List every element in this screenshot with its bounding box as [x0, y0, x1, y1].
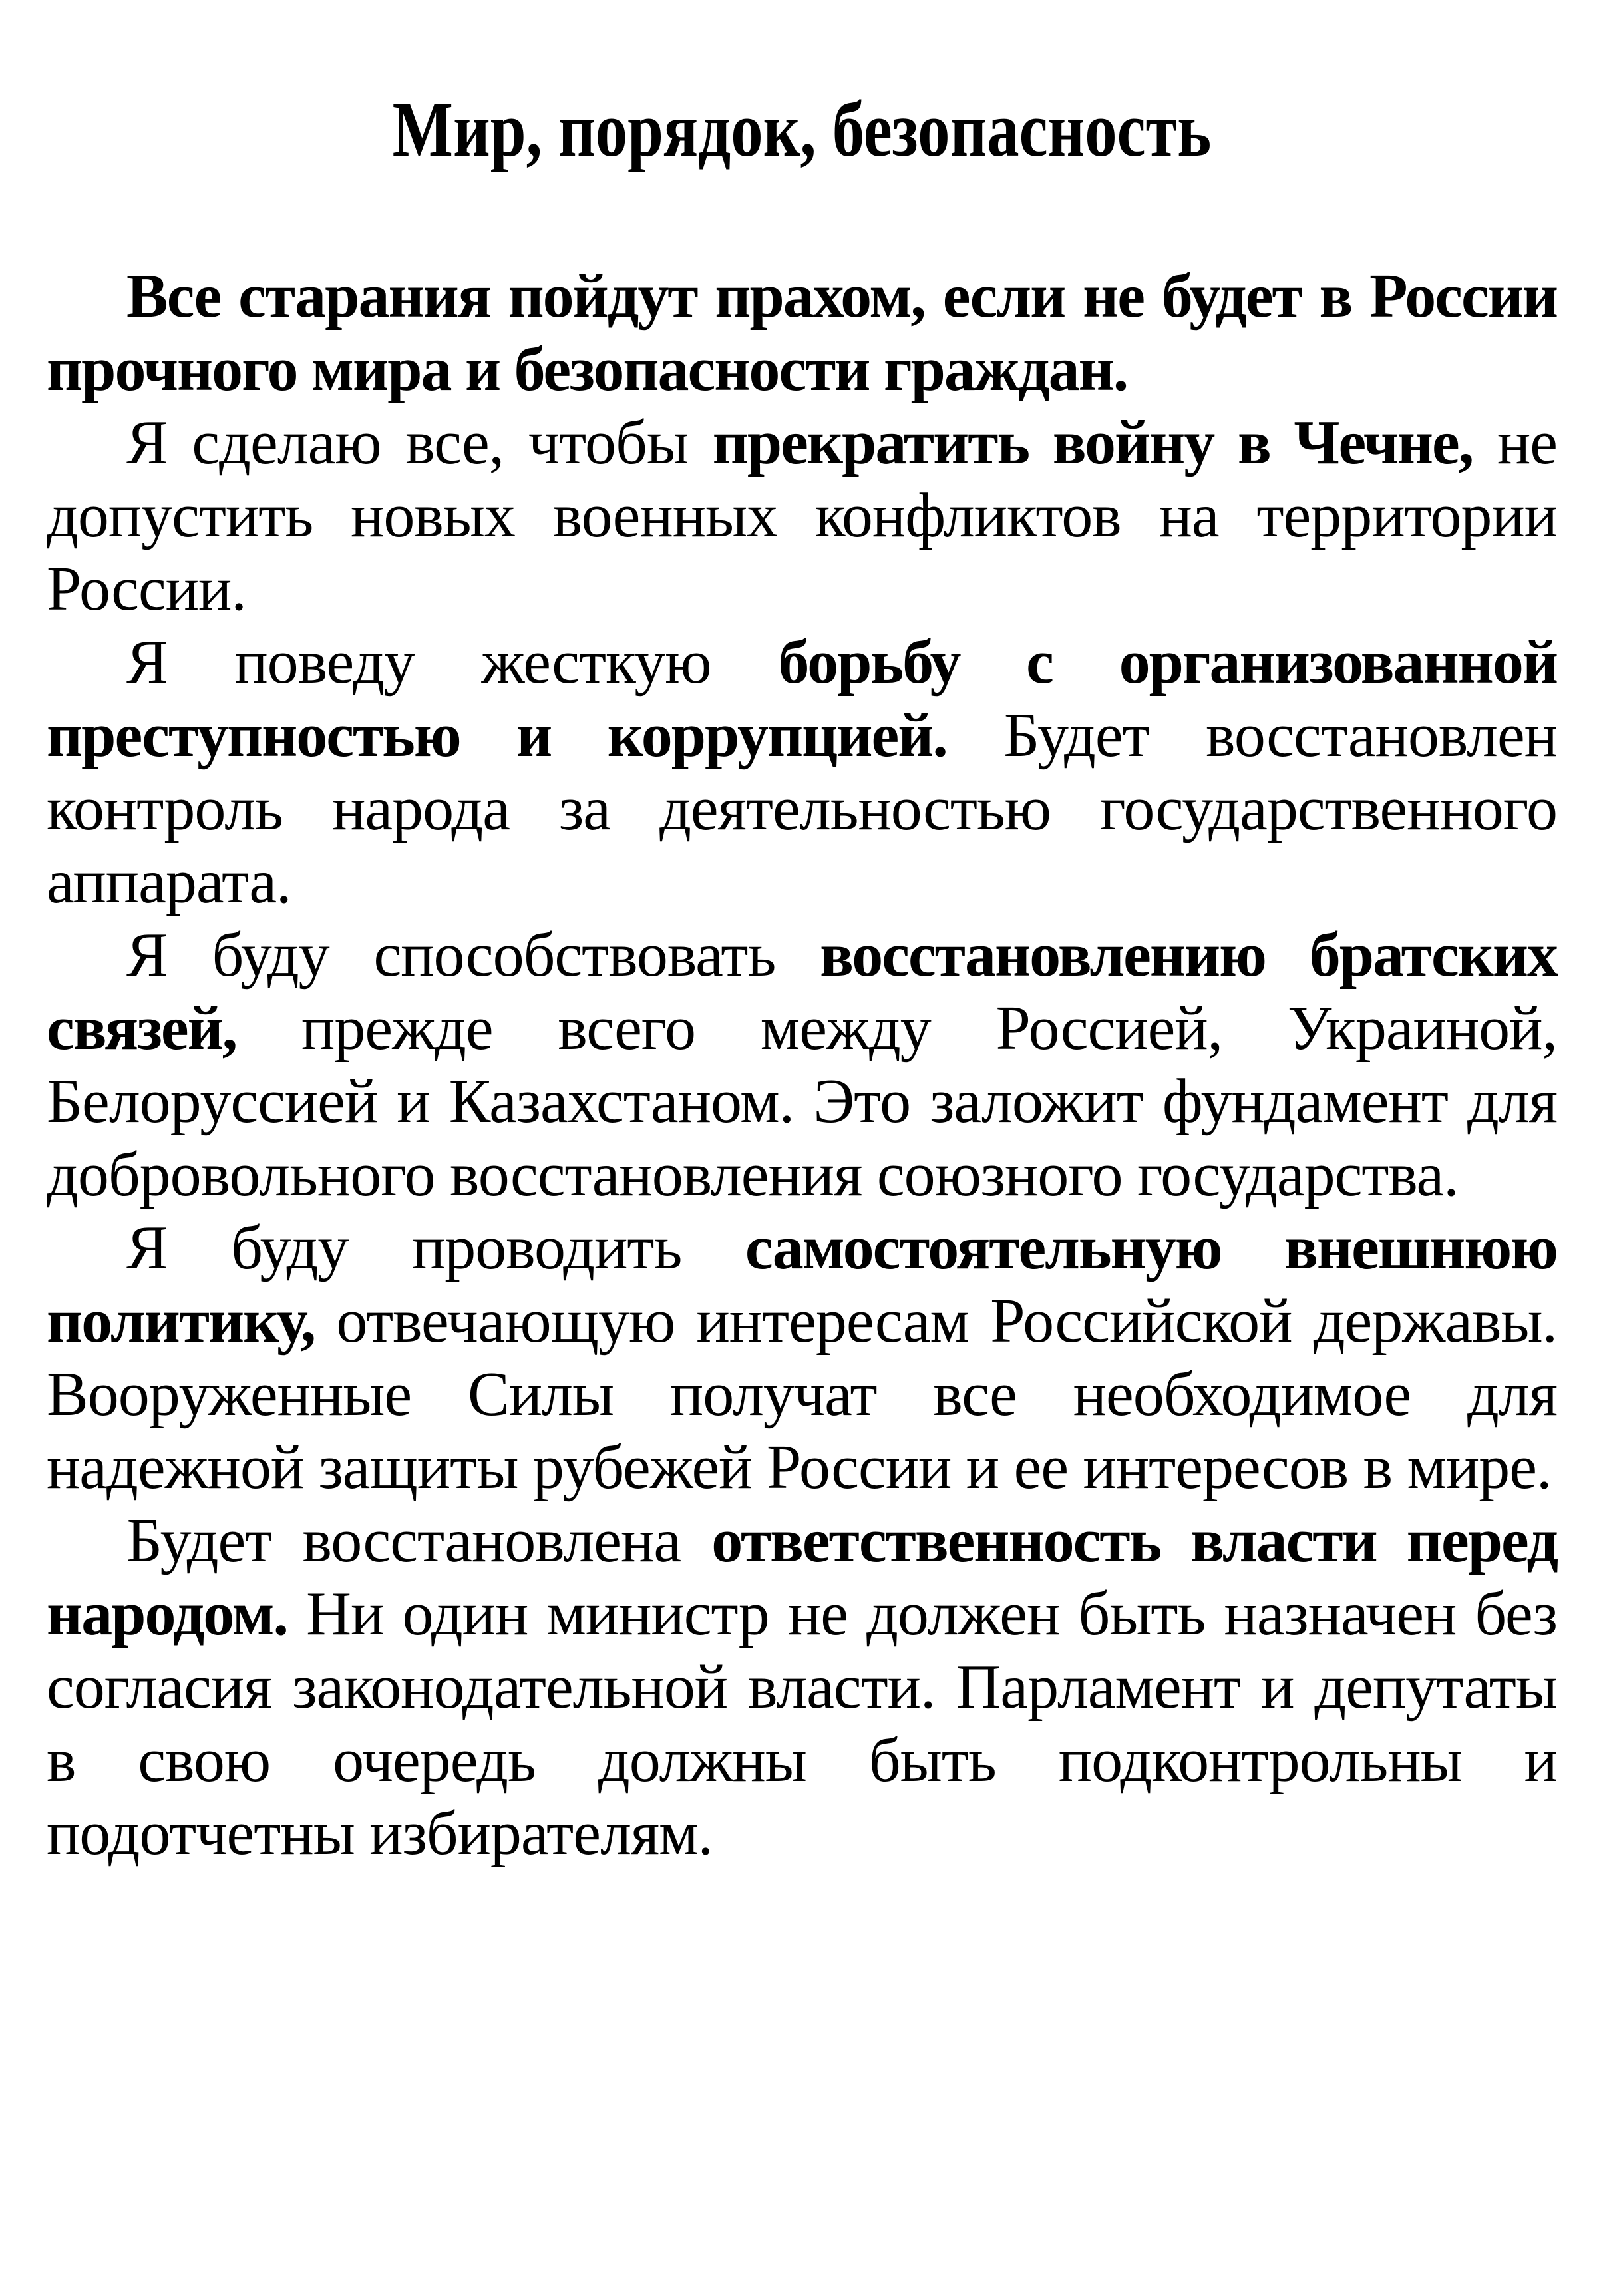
- document-body: [47, 260, 1557, 1870]
- paragraph-accountability: [47, 1504, 1557, 1870]
- paragraph-emphasis: борьбу с организованной преступностью и коррупцией.: [47, 627, 1557, 770]
- paragraph-text: Я буду способствовать: [126, 920, 820, 990]
- paragraph-text: не допустить новых военных конфликтов на территории России.: [47, 407, 1557, 624]
- lead-paragraph: Все старания пойдут прахом, если не будет в России прочного мира и безопасности граждан.: [47, 261, 1557, 404]
- paragraph-chechnya: [47, 406, 1557, 626]
- page-title: Мир, порядок, безопасность: [392, 86, 1212, 173]
- document-page: [47, 87, 1557, 1870]
- paragraph-text: Я сделаю все, чтобы: [126, 407, 713, 477]
- paragraph-text: Ни один министр не должен быть назначен без согласия законодательной власти. Парламент и депутаты в свою очередь должны быть подконтрольны и подотчетны избирателям.: [47, 1579, 1557, 1868]
- paragraph-emphasis: восстановлению братских связей,: [47, 920, 1557, 1063]
- paragraph-text: Я поведу жесткую: [126, 627, 779, 697]
- paragraph-crime: [47, 626, 1557, 918]
- paragraph-text: отвечающую интересам Российской державы. Вооруженные Силы получат все необходимое для надежной защиты рубежей России и ее интересов в мире.: [47, 1286, 1557, 1502]
- paragraph-foreign-policy: [47, 1211, 1557, 1504]
- paragraph-fraternal-ties: [47, 918, 1557, 1211]
- paragraph-text: Я буду проводить: [126, 1213, 745, 1282]
- paragraph-text: Будет восстановлен контроль народа за деятельностью государственного аппарата.: [47, 700, 1557, 916]
- paragraph-emphasis: прекратить войну в Чечне,: [712, 407, 1473, 477]
- paragraph-emphasis: самостоятельную внешнюю политику,: [47, 1213, 1557, 1356]
- paragraph-emphasis: ответственность власти перед народом.: [47, 1505, 1558, 1648]
- paragraph-text: Будет восстановлена: [126, 1505, 712, 1575]
- paragraph-text: прежде всего между Россией, Украиной, Белоруссией и Казахстаном. Это заложит фундамент для добровольного восстановления союзного государства.: [47, 993, 1557, 1209]
